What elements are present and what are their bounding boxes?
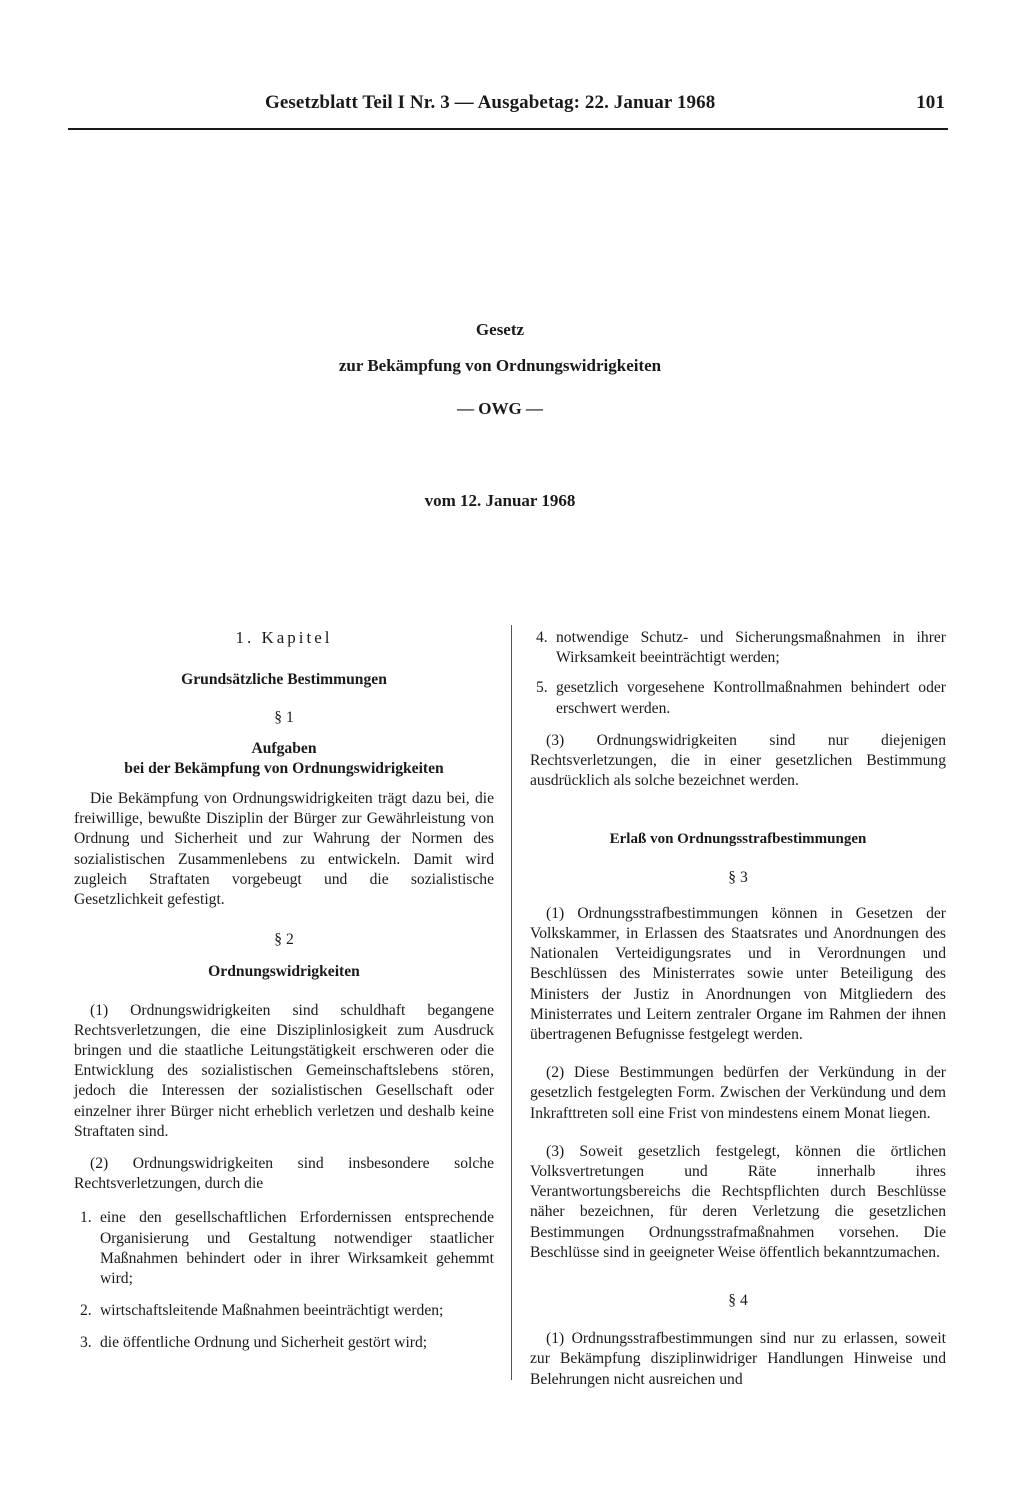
section-2-paragraph-3: (3) Ordnungswidrigkeiten sind nur diejenigen Rechtsverletzungen, die in einer gesetzlichen Bestimmung ausdrücklich als solche bezeichnet werden. xyxy=(530,731,946,790)
section-1-heading-line1: Aufgaben xyxy=(251,739,317,757)
section-sign-2: § 2 xyxy=(274,931,294,949)
section-2-paragraph-2: (2) Ordnungswidrigkeiten sind insbesondere solche Rechtsverletzungen, durch die xyxy=(74,1155,494,1193)
section-sign-3: § 3 xyxy=(728,868,748,886)
page-number: 101 xyxy=(916,92,945,113)
law-title: Gesetz xyxy=(475,320,525,339)
right-column xyxy=(530,628,946,1390)
subsection-heading: Erlaß von Ordnungsstrafbestimmungen xyxy=(609,831,867,848)
section-sign-1: § 1 xyxy=(274,709,294,727)
header-rule xyxy=(68,128,948,130)
section-2-list-continued xyxy=(530,628,946,719)
section-2-heading: Ordnungswidrigkeiten xyxy=(208,963,360,981)
law-abbreviation: — OWG — xyxy=(457,399,543,418)
list-item: 3. die öffentliche Ordnung und Sicherheit gestört wird; xyxy=(80,1334,428,1352)
section-3-paragraph-1: (1) Ordnungsstrafbestimmungen können in Gesetzen der Volkskammer, in Erlassen des Staatsrates und Anordnungen des Nationalen Verteidigungsrates und in Verordnungen und Beschlüssen des Ministerrates sowie unter Beteiligung des Ministers der Justiz in Anordnungen von Mitgliedern des Ministerrates und Leitern zentraler Organe im Rahmen der ihnen übertragenen Befugnisse festgelegt werden. xyxy=(530,904,946,1044)
section-sign-4: § 4 xyxy=(728,1292,748,1310)
list-item: 5. gesetzlich vorgesehene Kontrollmaßnahmen behindert oder erschwert werden. xyxy=(536,679,946,717)
law-date: vom 12. Januar 1968 xyxy=(424,491,576,510)
running-header xyxy=(265,92,945,114)
section-1-text: Die Bekämpfung von Ordnungswidrigkeiten trägt dazu bei, die freiwillige, bewußte Disziplin der Bürger zur Gewährleistung von Ordnung und Sicherheit und zur Wahrung der Normen des sozialistischen Zusammenlebens zu entwickeln. Damit wird zugleich Straftaten vorgebeugt und die sozialistische Gesetzlichkeit gefestigt. xyxy=(74,790,494,909)
list-item: 4. notwendige Schutz- und Sicherungsmaßnahmen in ihrer Wirksamkeit beeinträchtigt werden; xyxy=(536,629,946,667)
list-item: 1. eine den gesellschaftlichen Erfordernissen entsprechende Organisierung und Gestaltung notwendiger staatlicher Maßnahmen behindert oder in ihrer Wirksamkeit gehemmt wird; xyxy=(80,1209,494,1288)
section-2-list xyxy=(74,1208,494,1353)
section-3-paragraph-3: (3) Soweit gesetzlich festgelegt, können die örtlichen Volksvertretungen und Räte innerhalb ihres Verantwortungsbereichs die Rechtspflichten durch Beschlüsse näher bezeichnen, für deren Verletzung die gesetzlichen Bestimmungen Ordnungsstrafmaßnahmen vorsehen. Die Beschlüsse sind in geeigneter Weise öffentlich bekanntzumachen. xyxy=(530,1142,946,1261)
section-3-paragraph-2: (2) Diese Bestimmungen bedürfen der Verkündung in der gesetzlich festgelegten Form. Zwischen der Verkündung und dem Inkrafttreten soll eine Frist von mindestens einem Monat liegen. xyxy=(530,1064,946,1122)
chapter-heading: 1. Kapitel xyxy=(235,628,333,647)
left-column xyxy=(74,628,494,1354)
section-1-heading-line2: bei der Bekämpfung von Ordnungswidrigkeiten xyxy=(124,759,444,777)
law-subtitle: zur Bekämpfung von Ordnungswidrigkeiten xyxy=(338,356,662,375)
running-title: Gesetzblatt Teil I Nr. 3 — Ausgabetag: 22. Januar 1968 xyxy=(265,92,716,113)
column-divider xyxy=(511,625,512,1380)
section-2-paragraph-1: (1) Ordnungswidrigkeiten sind schuldhaft begangene Rechtsverletzungen, die eine Disziplinlosigkeit zum Ausdruck bringen und die staatliche Leitungstätigkeit erschweren oder die Entwicklung des sozialistischen Gemeinschaftslebens stören, jedoch die Interessen der sozialistischen Gesellschaft oder einzelner ihrer Bürger nicht erheblich verletzen und deshalb keine Straftaten sind. xyxy=(74,1001,494,1140)
chapter-title: Grundsätzliche Bestimmungen xyxy=(181,671,387,689)
list-item: 2. wirtschaftsleitende Maßnahmen beeinträchtigt werden; xyxy=(80,1302,444,1320)
section-4-paragraph-1: (1) Ordnungsstrafbestimmungen sind nur zu erlassen, soweit zur Bekämpfung disziplinwidriger Handlungen Hinweise und Belehrungen nicht ausreichen und xyxy=(530,1330,946,1388)
